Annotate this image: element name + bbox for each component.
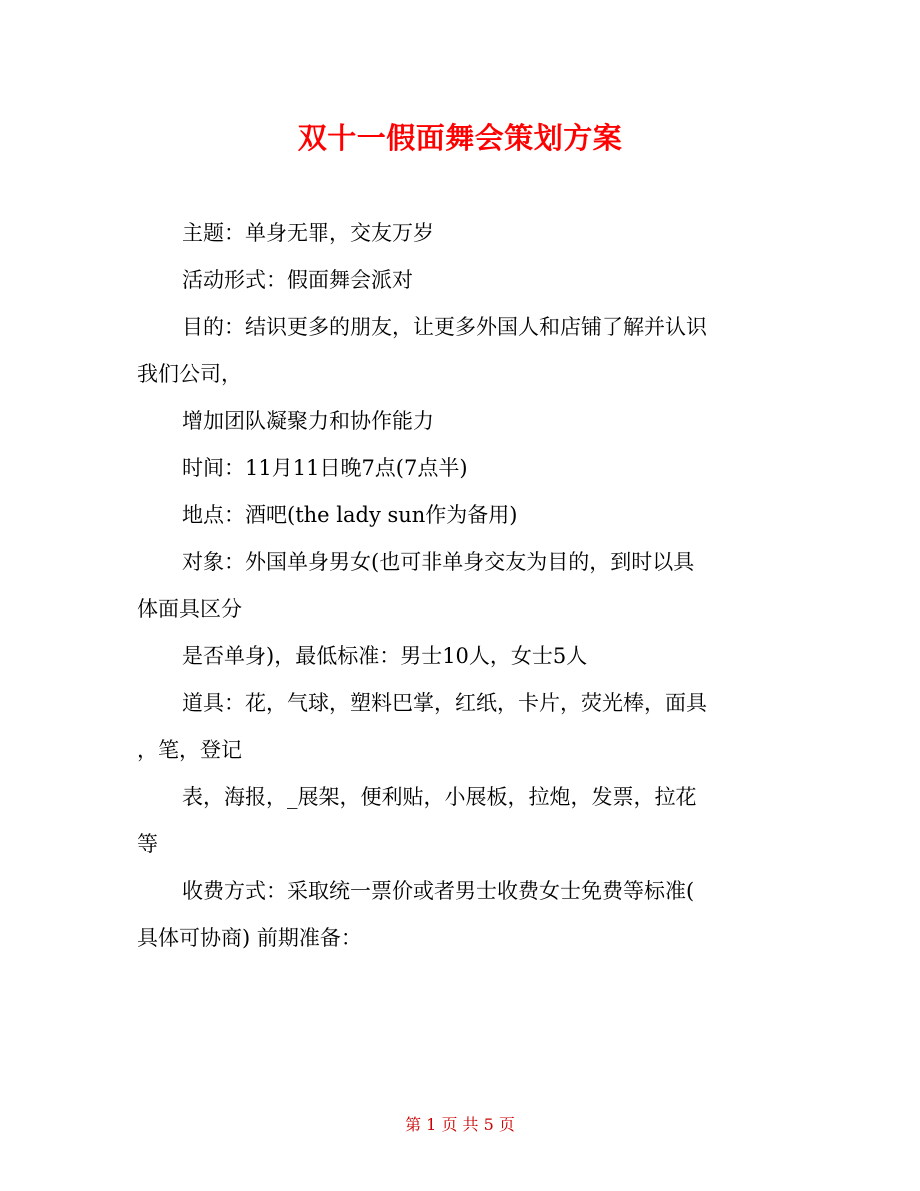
line-team: 增加团队凝聚力和协作能力 [182,409,434,433]
line-props-cont: ，笔，登记 [137,738,242,762]
line-purpose: 目的：结识更多的朋友，让更多外国人和店铺了解并认识 [182,315,707,339]
document-body [137,210,787,962]
line-fees-cont: 具体可协商) 前期准备： [137,926,362,950]
line-props-end: 等 [137,832,158,856]
line-props-more: 表，海报，_展架，便利贴，小展板，拉炮，发票，拉花 [182,785,697,809]
line-fees: 收费方式：采取统一票价或者男士收费女士免费等标准( [182,879,695,903]
page-footer: 第 1 页 共 5 页 [405,1115,515,1134]
line-time: 时间：11月11日晚7点(7点半) [182,456,468,480]
line-audience-cont: 体面具区分 [137,597,242,621]
line-props: 道具：花，气球，塑料巴掌，红纸，卡片，荧光棒，面具 [182,691,707,715]
document-title: 双十一假面舞会策划方案 [297,121,623,155]
line-purpose-cont: 我们公司， [137,362,242,386]
line-activity-form: 活动形式：假面舞会派对 [182,268,413,292]
line-minimum: 是否单身)，最低标准：男士10人，女士5人 [182,644,588,668]
line-audience: 对象：外国单身男女(也可非单身交友为目的，到时以具 [182,550,695,574]
line-location: 地点：酒吧(the lady sun作为备用) [182,503,518,527]
line-theme: 主题：单身无罪，交友万岁 [182,221,434,245]
